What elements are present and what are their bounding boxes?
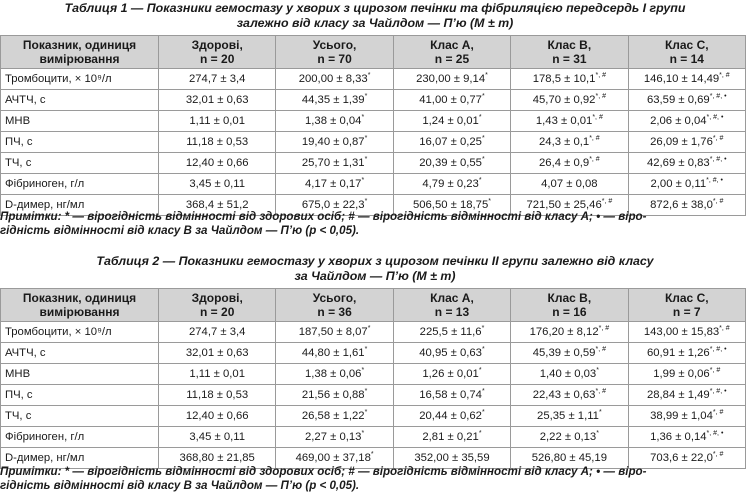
significance-marker: *, #, • <box>709 388 727 396</box>
table2-caption-line2: за Чайлдом — П’ю (M ± m) <box>294 269 456 283</box>
table1-caption-line1: Таблиця 1 — Показники гемостазу у хворих з цирозом печінки та фібриляцією передсердь І групи <box>64 1 686 15</box>
significance-marker: * <box>361 114 365 122</box>
significance-marker: *, # <box>595 93 606 101</box>
significance-marker: *, #, • <box>706 114 724 122</box>
table-row <box>1 385 746 406</box>
table-cell <box>393 385 510 406</box>
table-cell <box>628 174 745 195</box>
significance-marker: * <box>364 93 368 101</box>
cell-value: 274,7 ± 3,4 <box>188 326 246 338</box>
table2 <box>0 288 746 469</box>
header-line: Показник, одиниця <box>22 291 137 305</box>
cell-value: 16,07 ± 0,25 <box>419 136 482 148</box>
significance-marker: * <box>481 346 485 354</box>
table-cell <box>393 427 510 448</box>
table-cell <box>159 343 276 364</box>
cell-value: 1,36 ± 0,14 <box>650 431 707 443</box>
row-label: Тромбоцити, × 10⁹/л <box>1 322 159 343</box>
cell-value: 42,69 ± 0,83 <box>646 157 710 169</box>
cell-value: 368,80 ± 21,85 <box>179 452 255 464</box>
table-row <box>1 69 746 90</box>
header-line: Усього, <box>312 291 357 305</box>
significance-marker: *, # <box>595 346 606 354</box>
cell-value: 41,00 ± 0,77 <box>419 94 482 106</box>
cell-value: 143,00 ± 15,83 <box>643 326 720 338</box>
table1 <box>0 35 746 216</box>
table-cell <box>393 111 510 132</box>
table1-header-class-a <box>393 36 510 69</box>
table-cell <box>393 174 510 195</box>
header-line: вимірювання <box>39 305 120 319</box>
table-cell <box>159 174 276 195</box>
cell-value: 45,70 ± 0,92 <box>532 94 596 106</box>
header-line: вимірювання <box>39 52 120 66</box>
cell-value: 26,09 ± 1,76 <box>650 136 713 148</box>
cell-value: 178,5 ± 10,1 <box>532 73 596 85</box>
significance-marker: * <box>361 177 365 185</box>
header-line: n = 14 <box>669 52 704 66</box>
cell-value: 1,26 ± 0,01 <box>422 368 479 380</box>
significance-marker: *, # <box>709 367 721 375</box>
cell-value: 200,00 ± 8,33 <box>298 73 368 85</box>
cell-value: 1,38 ± 0,04 <box>304 115 362 127</box>
table-cell <box>276 343 393 364</box>
significance-marker: * <box>596 367 599 375</box>
table-cell <box>159 132 276 153</box>
table-cell <box>159 90 276 111</box>
cell-value: 675,0 ± 22,3 <box>301 199 365 211</box>
cell-value: 1,11 ± 0,01 <box>189 115 245 127</box>
table-cell <box>628 153 745 174</box>
table-cell <box>393 322 510 343</box>
header-line: Клас В, <box>547 38 592 52</box>
table1-header-healthy <box>159 36 276 69</box>
table2-header-class-b <box>511 289 628 322</box>
row-label: МНВ <box>1 364 159 385</box>
header-line: n = 7 <box>672 305 701 319</box>
significance-marker: * <box>478 114 482 122</box>
cell-value: 3,45 ± 0,11 <box>189 431 245 443</box>
row-label: АЧТЧ, с <box>1 90 159 111</box>
table-cell <box>276 174 393 195</box>
table2-header-indicator <box>1 289 159 322</box>
cell-value: 1,99 ± 0,06 <box>653 368 710 380</box>
table-cell <box>511 427 628 448</box>
significance-marker: * <box>478 367 482 375</box>
table-cell <box>276 132 393 153</box>
significance-marker: * <box>361 430 365 438</box>
cell-value: 2,81 ± 0,21 <box>422 431 479 443</box>
significance-marker: * <box>481 93 485 101</box>
row-label: АЧТЧ, с <box>1 343 159 364</box>
table-cell <box>511 364 628 385</box>
significance-marker: *, #, • <box>709 156 727 164</box>
significance-marker: * <box>481 135 485 143</box>
cell-value: 1,43 ± 0,01 <box>535 115 593 127</box>
table-row <box>1 322 746 343</box>
table-cell <box>511 69 628 90</box>
cell-value: 20,44 ± 0,62 <box>419 410 482 422</box>
header-line: n = 36 <box>317 305 352 319</box>
cell-value: 1,40 ± 0,03 <box>539 368 597 380</box>
row-label: ТЧ, с <box>1 406 159 427</box>
table1-header-total <box>276 36 393 69</box>
cell-value: 32,01 ± 0,63 <box>185 347 249 359</box>
cell-value: 22,43 ± 0,63 <box>532 389 596 401</box>
row-label: МНВ <box>1 111 159 132</box>
table-row <box>1 132 746 153</box>
table1-note-line1: Примітки: * — вірогідність відмінності від здорових осіб; # — вірогідність відмінності від класу А; • — віро- <box>0 210 647 223</box>
table-row <box>1 406 746 427</box>
header-line: n = 25 <box>434 52 470 66</box>
table-cell <box>159 364 276 385</box>
cell-value: 187,50 ± 8,07 <box>298 326 368 338</box>
significance-marker: * <box>364 198 368 206</box>
cell-value: 28,84 ± 1,49 <box>646 389 710 401</box>
table-cell <box>628 90 745 111</box>
table-cell <box>511 153 628 174</box>
cell-value: 2,00 ± 0,11 <box>650 178 707 190</box>
table1-header-indicator <box>1 36 159 69</box>
table-cell <box>393 406 510 427</box>
table-cell <box>276 90 393 111</box>
significance-marker: * <box>598 409 602 417</box>
header-line: Здорові, <box>191 38 243 52</box>
table-cell <box>628 132 745 153</box>
cell-value: 2,27 ± 0,13 <box>304 431 362 443</box>
significance-marker: * <box>481 409 485 417</box>
cell-value: 506,50 ± 18,75 <box>412 199 489 211</box>
cell-value: 11,18 ± 0,53 <box>186 136 249 148</box>
cell-value: 44,35 ± 1,39 <box>301 94 365 106</box>
significance-marker: * <box>481 325 485 333</box>
row-label: Тромбоцити, × 10⁹/л <box>1 69 159 90</box>
table-row <box>1 427 746 448</box>
significance-marker: * <box>367 325 371 333</box>
cell-value: 12,40 ± 0,66 <box>185 410 249 422</box>
table-cell <box>628 406 745 427</box>
cell-value: 44,80 ± 1,61 <box>301 347 365 359</box>
cell-value: 368,4 ± 51,2 <box>185 199 249 211</box>
table-cell <box>628 69 745 90</box>
table-cell <box>159 406 276 427</box>
cell-value: 352,00 ± 35,59 <box>414 452 490 464</box>
table-cell <box>511 111 628 132</box>
significance-marker: *, # <box>589 156 600 164</box>
significance-marker: * <box>364 388 368 396</box>
significance-marker: * <box>364 135 368 143</box>
header-line: n = 20 <box>200 305 235 319</box>
table-cell <box>628 111 745 132</box>
table-cell <box>276 322 393 343</box>
table-cell <box>628 427 745 448</box>
significance-marker: * <box>481 388 485 396</box>
cell-value: 230,00 ± 9,14 <box>416 73 486 85</box>
table2-header-total <box>276 289 393 322</box>
table-cell <box>511 406 628 427</box>
table-cell <box>393 69 510 90</box>
table1-body <box>1 69 746 216</box>
cell-value: 21,56 ± 0,88 <box>301 389 365 401</box>
table-cell <box>628 343 745 364</box>
table2-notes <box>0 465 745 493</box>
table-cell <box>276 427 393 448</box>
cell-value: 26,58 ± 1,22 <box>301 410 365 422</box>
cell-value: 3,45 ± 0,11 <box>189 178 245 190</box>
row-label: ТЧ, с <box>1 153 159 174</box>
cell-value: 45,39 ± 0,59 <box>532 347 596 359</box>
table-row <box>1 343 746 364</box>
header-line: n = 13 <box>434 305 470 319</box>
cell-value: 40,95 ± 0,63 <box>419 347 482 359</box>
table2-caption <box>0 254 750 284</box>
table-cell <box>393 132 510 153</box>
cell-value: 19,40 ± 0,87 <box>301 136 365 148</box>
table1-header-class-b <box>511 36 628 69</box>
table2-header-healthy <box>159 289 276 322</box>
table2-header-row <box>1 289 746 322</box>
cell-value: 872,6 ± 38,0 <box>650 199 713 211</box>
header-line: Клас В, <box>547 291 592 305</box>
table-cell <box>276 385 393 406</box>
header-line: n = 70 <box>317 52 352 66</box>
table-cell <box>276 69 393 90</box>
row-label: ПЧ, с <box>1 132 159 153</box>
significance-marker: *, # <box>595 388 606 396</box>
table-cell <box>393 90 510 111</box>
significance-marker: * <box>485 72 488 80</box>
cell-value: 20,39 ± 0,55 <box>419 157 482 169</box>
significance-marker: *, # <box>601 198 613 206</box>
significance-marker: * <box>364 346 368 354</box>
row-label: D-димер, нг/мл <box>1 195 159 216</box>
cell-value: 469,00 ± 37,18 <box>295 452 371 464</box>
table2-caption-line1: Таблиця 2 — Показники гемостазу у хворих з цирозом печінки ІІ групи залежно від класу <box>96 254 654 268</box>
table2-header-class-c <box>628 289 745 322</box>
significance-marker: *, #, • <box>709 93 727 101</box>
table1-caption-line2: залежно від класу за Чайлдом — П’ю (M ± m) <box>236 16 514 30</box>
table1-note-line2: гідність відмінності від класу В за Чайлдом — П’ю (p < 0,05). <box>0 224 360 237</box>
significance-marker: *, # <box>712 198 724 206</box>
row-label: D-димер, нг/мл <box>1 448 159 469</box>
cell-value: 1,11 ± 0,01 <box>189 368 245 380</box>
significance-marker: *, #, • <box>706 177 723 185</box>
significance-marker: *, # <box>595 72 606 80</box>
cell-value: 32,01 ± 0,63 <box>185 94 249 106</box>
table-cell <box>511 343 628 364</box>
cell-value: 2,22 ± 0,13 <box>539 431 597 443</box>
cell-value: 2,06 ± 0,04 <box>650 115 707 127</box>
table-cell <box>276 364 393 385</box>
header-line: Показник, одиниця <box>22 38 137 52</box>
significance-marker: *, #, • <box>709 346 727 354</box>
table1-header-row <box>1 36 746 69</box>
row-label: ПЧ, с <box>1 385 159 406</box>
table-cell <box>393 343 510 364</box>
significance-marker: * <box>367 72 371 80</box>
header-line: Клас С, <box>664 38 709 52</box>
significance-marker: * <box>596 430 599 438</box>
significance-marker: *, # <box>712 451 724 459</box>
table-cell <box>159 69 276 90</box>
header-line: n = 31 <box>552 52 587 66</box>
cell-value: 11,18 ± 0,53 <box>186 389 249 401</box>
header-line: n = 16 <box>552 305 587 319</box>
table1-header-class-c <box>628 36 745 69</box>
table-cell <box>276 111 393 132</box>
significance-marker: * <box>370 451 374 459</box>
significance-marker: * <box>488 198 491 206</box>
table-cell <box>628 322 745 343</box>
table-cell <box>159 427 276 448</box>
significance-marker: *, # <box>589 135 600 143</box>
table-cell <box>159 322 276 343</box>
table-cell <box>159 385 276 406</box>
significance-marker: * <box>364 409 368 417</box>
table-cell <box>393 153 510 174</box>
header-line: Клас А, <box>430 291 474 305</box>
significance-marker: * <box>361 367 365 375</box>
table-cell <box>628 364 745 385</box>
table-cell <box>511 90 628 111</box>
table-row <box>1 174 746 195</box>
header-line: Клас А, <box>430 38 474 52</box>
significance-marker: *, # <box>598 325 610 333</box>
cell-value: 16,58 ± 0,74 <box>419 389 482 401</box>
table-cell <box>628 385 745 406</box>
table2-body <box>1 322 746 469</box>
table-row <box>1 90 746 111</box>
table-cell <box>159 111 276 132</box>
significance-marker: *, #, • <box>706 430 724 438</box>
significance-marker: * <box>478 430 482 438</box>
cell-value: 703,6 ± 22,0 <box>650 452 713 464</box>
cell-value: 60,91 ± 1,26 <box>646 347 710 359</box>
cell-value: 4,79 ± 0,23 <box>422 178 479 190</box>
cell-value: 24,3 ± 0,1 <box>539 136 590 148</box>
header-line: Усього, <box>312 38 357 52</box>
cell-value: 25,35 ± 1,11 <box>537 410 599 422</box>
significance-marker: * <box>364 156 368 164</box>
table-cell <box>511 385 628 406</box>
cell-value: 63,59 ± 0,69 <box>646 94 710 106</box>
cell-value: 721,50 ± 25,46 <box>526 199 602 211</box>
cell-value: 176,20 ± 8,12 <box>529 326 599 338</box>
table-cell <box>511 132 628 153</box>
significance-marker: *, # <box>719 325 730 333</box>
table-row <box>1 364 746 385</box>
table1-notes <box>0 210 745 238</box>
row-label: Фібриноген, г/л <box>1 427 159 448</box>
table2-header-class-a <box>393 289 510 322</box>
significance-marker: *, # <box>712 409 724 417</box>
cell-value: 1,24 ± 0,01 <box>422 115 479 127</box>
cell-value: 1,38 ± 0,06 <box>304 368 362 380</box>
cell-value: 146,10 ± 14,49 <box>643 73 720 85</box>
cell-value: 25,70 ± 1,31 <box>301 157 365 169</box>
table-cell <box>276 406 393 427</box>
cell-value: 12,40 ± 0,66 <box>185 157 249 169</box>
significance-marker: *, # <box>712 135 724 143</box>
significance-marker: *, # <box>592 114 603 122</box>
table-cell <box>511 322 628 343</box>
cell-value: 274,7 ± 3,4 <box>188 73 246 85</box>
significance-marker: *, # <box>719 72 730 80</box>
header-line: Клас С, <box>664 291 709 305</box>
cell-value: 38,99 ± 1,04 <box>650 410 713 422</box>
table-cell <box>276 153 393 174</box>
header-line: n = 20 <box>200 52 235 66</box>
table-row <box>1 153 746 174</box>
row-label: Фібриноген, г/л <box>1 174 159 195</box>
table2-note-line2: гідність відмінності від класу В за Чайлдом — П’ю (p < 0,05). <box>0 479 360 492</box>
table2-note-line1: Примітки: * — вірогідність відмінності від здорових осіб; # — вірогідність відмінності від класу А; • — віро- <box>0 465 647 478</box>
table1-caption <box>0 1 750 31</box>
table-row <box>1 111 746 132</box>
significance-marker: * <box>478 177 482 185</box>
cell-value: 225,5 ± 11,6 <box>419 326 482 338</box>
header-line: Здорові, <box>191 291 243 305</box>
table-cell <box>511 174 628 195</box>
table-cell <box>159 153 276 174</box>
significance-marker: * <box>481 156 485 164</box>
cell-value: 4,17 ± 0,17 <box>304 178 362 190</box>
cell-value: 26,4 ± 0,9 <box>539 157 590 169</box>
table-cell <box>393 364 510 385</box>
cell-value: 526,80 ± 45,19 <box>531 452 608 464</box>
cell-value: 4,07 ± 0,08 <box>541 178 598 190</box>
